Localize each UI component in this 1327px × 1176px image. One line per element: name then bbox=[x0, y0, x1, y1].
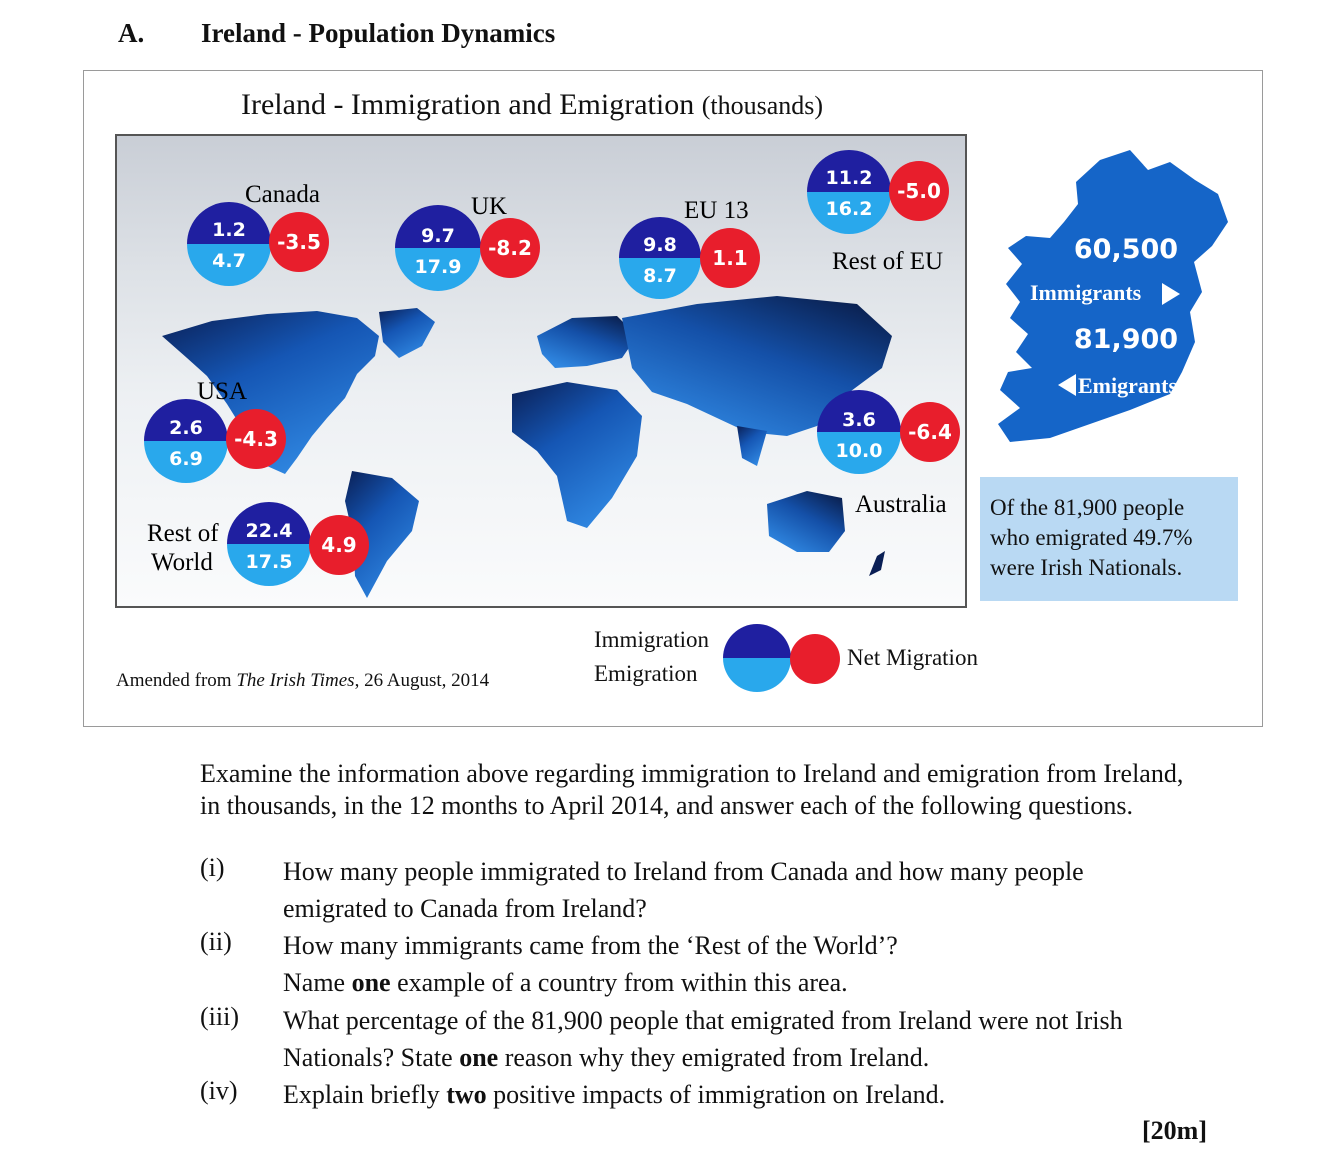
legend-net-circle bbox=[790, 634, 840, 684]
question-emphasis: one bbox=[351, 968, 391, 997]
emigration-value: 8.7 bbox=[643, 265, 677, 287]
question-emphasis: two bbox=[446, 1080, 487, 1109]
section-title: Ireland - Population Dynamics bbox=[201, 18, 556, 48]
ireland-map bbox=[980, 142, 1242, 462]
intro-paragraph bbox=[200, 758, 1280, 822]
emigration-value: 4.7 bbox=[212, 250, 246, 272]
africa-shape bbox=[512, 382, 642, 528]
world-map bbox=[117, 136, 967, 608]
question-number: (iv) bbox=[200, 1076, 238, 1105]
label-rest-of-world-1: Rest of bbox=[147, 520, 219, 547]
question-i bbox=[283, 853, 1243, 927]
source-publication: The Irish Times bbox=[236, 670, 355, 691]
legend-emigration-label: Emigration bbox=[594, 661, 698, 686]
question-number: (i) bbox=[200, 853, 225, 882]
legend-net-label: Net Migration bbox=[847, 645, 978, 670]
label-uk: UK bbox=[471, 193, 508, 220]
bubble-rest-of-eu bbox=[807, 150, 949, 234]
question-text: positive impacts of immigration on Ireland. bbox=[486, 1080, 946, 1109]
label-canada: Canada bbox=[245, 181, 320, 208]
greenland-shape bbox=[379, 308, 435, 358]
immigration-value: 22.4 bbox=[245, 520, 293, 542]
immigration-value: 11.2 bbox=[825, 167, 873, 189]
emigration-value: 16.2 bbox=[825, 198, 873, 220]
bubble-canada bbox=[187, 202, 329, 286]
immigration-value: 3.6 bbox=[842, 409, 876, 431]
question-line: How many immigrants came from the ‘Rest of the World’? bbox=[283, 931, 898, 960]
question-text: Nationals? State bbox=[283, 1043, 460, 1072]
question-line bbox=[283, 1076, 1243, 1113]
question-emphasis: one bbox=[459, 1043, 499, 1072]
new-zealand-shape bbox=[869, 551, 885, 576]
marks-allocation: [20m] bbox=[1142, 1116, 1207, 1145]
figure-title bbox=[241, 88, 823, 122]
question-text: Name bbox=[283, 968, 352, 997]
bubble-rest-of-world bbox=[227, 502, 369, 586]
question-text: example of a country from within this area. bbox=[390, 968, 848, 997]
figure-title-main: Ireland - Immigration and Emigration bbox=[241, 88, 695, 121]
se-asia-shape bbox=[737, 426, 767, 466]
immigration-value: 9.8 bbox=[643, 234, 677, 256]
emigration-value: 10.0 bbox=[835, 440, 883, 462]
immigration-value: 2.6 bbox=[169, 417, 203, 439]
question-line: What percentage of the 81,900 people that emigrated from Ireland were not Irish bbox=[283, 1006, 1123, 1035]
question-number: (iii) bbox=[200, 1002, 239, 1031]
section-letter: A. bbox=[118, 18, 145, 48]
question-line bbox=[283, 1039, 1243, 1076]
emigrants-total: 81,900 bbox=[1073, 324, 1179, 355]
label-rest-of-world-2: World bbox=[151, 549, 213, 576]
net-value: 4.9 bbox=[321, 533, 357, 557]
legend-symbol bbox=[720, 622, 844, 694]
australia-shape bbox=[767, 491, 845, 552]
question-number: (ii) bbox=[200, 927, 232, 956]
source-prefix: Amended from bbox=[116, 670, 237, 691]
immigrants-label: Immigrants bbox=[1030, 280, 1142, 305]
bubble-uk bbox=[395, 205, 540, 291]
net-value: -6.4 bbox=[908, 420, 952, 444]
question-line bbox=[283, 964, 1243, 1001]
net-value: -4.3 bbox=[234, 427, 278, 451]
question-line: How many people immigrated to Ireland from Canada and how many people bbox=[283, 857, 1084, 886]
net-value: 1.1 bbox=[712, 246, 748, 270]
info-line: Of the 81,900 people bbox=[990, 495, 1185, 520]
bubble-eu13 bbox=[619, 217, 760, 299]
label-australia: Australia bbox=[855, 491, 947, 518]
europe-shape bbox=[537, 316, 637, 368]
emigration-value: 17.5 bbox=[245, 551, 293, 573]
world-map-panel bbox=[115, 134, 967, 608]
emigration-value: 17.9 bbox=[414, 256, 462, 278]
source-citation bbox=[116, 670, 489, 692]
info-line: were Irish Nationals. bbox=[990, 555, 1183, 580]
legend-emigration-half bbox=[723, 658, 791, 692]
immigrants-total: 60,500 bbox=[1073, 234, 1179, 265]
question-ii bbox=[283, 927, 1243, 1001]
figure-title-unit: (thousands) bbox=[701, 91, 824, 120]
question-iii bbox=[283, 1002, 1243, 1076]
label-eu13: EU 13 bbox=[684, 197, 749, 224]
net-value: -5.0 bbox=[897, 179, 941, 203]
source-suffix: , 26 August, 2014 bbox=[354, 670, 490, 691]
irish-nationals-info-box bbox=[980, 477, 1238, 601]
legend-immigration-half bbox=[723, 624, 791, 658]
question-iv bbox=[283, 1076, 1243, 1113]
immigration-value: 1.2 bbox=[212, 219, 246, 241]
bubble-australia bbox=[817, 390, 960, 474]
bubble-usa bbox=[144, 399, 286, 483]
immigration-value: 9.7 bbox=[421, 225, 455, 247]
label-rest-of-eu: Rest of EU bbox=[832, 248, 944, 275]
intro-line: Examine the information above regarding immigration to Ireland and emigration from Ireland, bbox=[200, 759, 1184, 788]
question-text: reason why they emigrated from Ireland. bbox=[498, 1043, 930, 1072]
legend-immigration-label: Immigration bbox=[594, 627, 709, 652]
label-usa: USA bbox=[197, 378, 248, 405]
question-text: Explain briefly bbox=[283, 1080, 447, 1109]
intro-line: in thousands, in the 12 months to April 2014, and answer each of the following questions. bbox=[200, 791, 1133, 820]
emigrants-label: Emigrants bbox=[1078, 373, 1177, 398]
net-value: -8.2 bbox=[488, 236, 532, 260]
emigration-value: 6.9 bbox=[169, 448, 203, 470]
info-line: who emigrated 49.7% bbox=[990, 525, 1193, 550]
net-value: -3.5 bbox=[277, 230, 321, 254]
question-line: emigrated to Canada from Ireland? bbox=[283, 894, 647, 923]
